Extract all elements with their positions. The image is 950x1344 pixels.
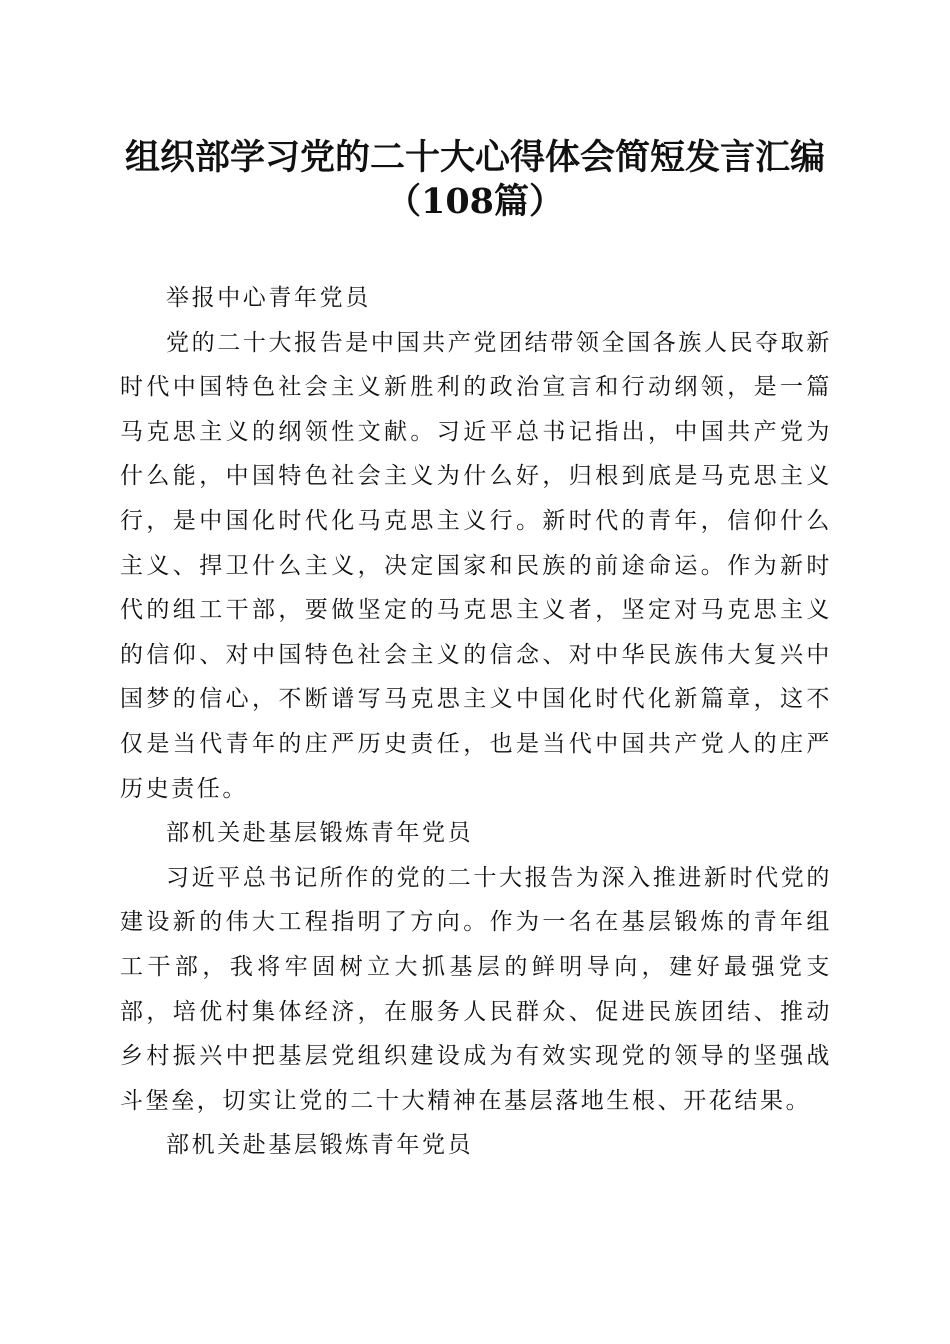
section-paragraph: 党的二十大报告是中国共产党团结带领全国各族人民夺取新时代中国特色社会主义新胜利的政治宣言和行动纲领，是一篇马克思主义的纲领性文献。习近平总书记指出，中国共产党为什么能，中国特色社会主义为什么好，归根到底是马克思主义行，是中国化时代化马克思主义行。新时代的青年，信仰什么主义、捍卫什么主义，决定国家和民族的前途命运。作为新时代的组工干部，要做坚定的马克思主义者，坚定对马克思主义的信仰、对中国特色社会主义的信念、对中华民族伟大复兴中国梦的信心，不断谱写马克思主义中国化时代化新篇章，这不仅是当代青年的庄严历史责任，也是当代中国共产党人的庄严历史责任。	[120, 329, 832, 802]
section-author: 举报中心青年党员	[166, 285, 371, 311]
document-title: 组织部学习党的二十大心得体会简短发言汇编	[124, 137, 825, 178]
document-title-count: （108篇）	[385, 181, 565, 222]
section-author: 部机关赴基层锻炼青年党员	[166, 820, 474, 847]
section-author: 部机关赴基层锻炼青年党员	[166, 1132, 474, 1159]
document-body	[120, 276, 832, 1168]
section-paragraph: 习近平总书记所作的党的二十大报告为深入推进新时代党的建设新的伟大工程指明了方向。作为一名在基层锻炼的青年组工干部，我将牢固树立大抓基层的鲜明导向，建好最强党支部，培优村集体经济，在服务人民群众、促进民族团结、推动乡村振兴中把基层党组织建设成为有效实现党的领导的坚强战斗堡垒，切实让党的二十大精神在基层落地生根、开花结果。	[120, 864, 832, 1114]
